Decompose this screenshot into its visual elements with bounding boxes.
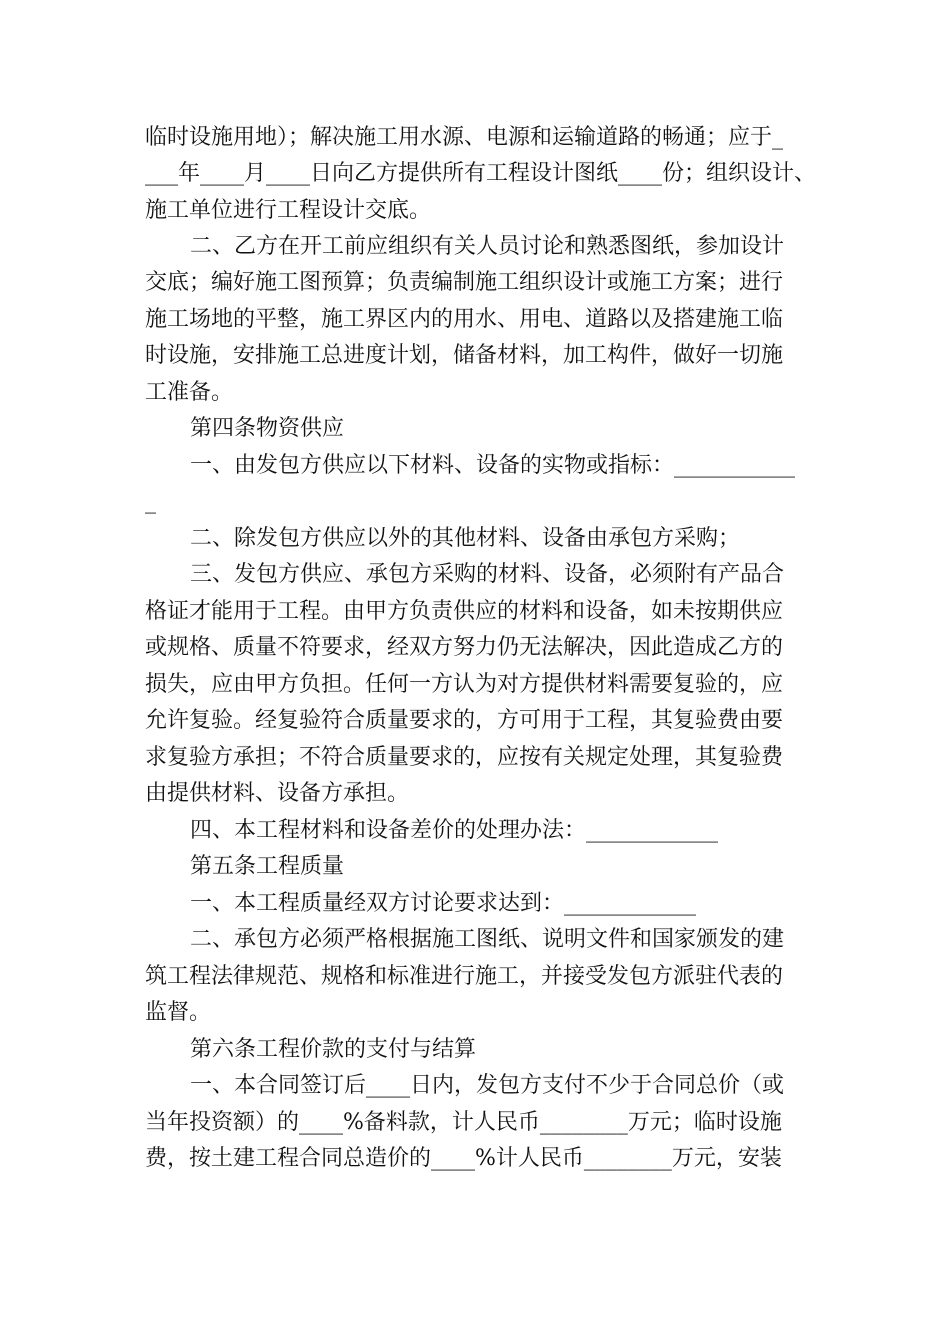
text-line: 由提供材料、设备方承担。	[145, 781, 410, 806]
text-line: 施工场地的平整，施工界区内的用水、用电、道路以及搭建施工临	[145, 307, 784, 332]
paragraph-start: 二、乙方在开工前应组织有关人员讨论和熟悉图纸，参加设计	[190, 234, 785, 259]
text-line: 临时设施用地）；解决施工用水源、电源和运输道路的畅通；应于_	[145, 125, 784, 150]
text-line: 监督。	[145, 1000, 212, 1025]
article-heading: 第四条物资供应	[190, 416, 345, 441]
paragraph-start: 二、承包方必须严格根据施工图纸、说明文件和国家颁发的建	[190, 927, 785, 952]
paragraph-start: 四、本工程材料和设备差价的处理办法：____________	[190, 818, 719, 843]
text-line: 施工单位进行工程设计交底。	[145, 198, 432, 223]
text-line: 工准备。	[145, 380, 234, 405]
text-line: 格证才能用于工程。由甲方负责供应的材料和设备，如未按期供应	[145, 599, 784, 624]
paragraph-start: 一、本合同签订后____日内，发包方支付不少于合同总价（或	[190, 1073, 785, 1098]
text-line: 求复验方承担；不符合质量要求的，应按有关规定处理，其复验费	[145, 745, 784, 770]
paragraph-start: 二、除发包方供应以外的其他材料、设备由承包方采购；	[190, 526, 741, 551]
paragraph-start: 一、本工程质量经双方讨论要求达到：____________	[190, 891, 697, 916]
text-line: 时设施，安排施工总进度计划，储备材料，加工构件，做好一切施	[145, 343, 784, 368]
text-line: 交底；编好施工图预算；负责编制施工组织设计或施工方案；进行	[145, 270, 784, 295]
text-line: 损失，应由甲方负担。任何一方认为对方提供材料需要复验的，应	[145, 672, 784, 697]
article-heading: 第五条工程质量	[190, 854, 345, 879]
text-line: ___年____月____日向乙方提供所有工程设计图纸____份；组织设计、	[145, 161, 817, 186]
paragraph-start: 三、发包方供应、承包方采购的材料、设备，必须附有产品合	[190, 562, 785, 587]
text-line: 筑工程法律规范、规格和标准进行施工，并接受发包方派驻代表的	[145, 964, 784, 989]
text-line: 当年投资额）的____%备料款，计人民币________万元；临时设施	[145, 1110, 782, 1135]
article-heading: 第六条工程价款的支付与结算	[190, 1037, 477, 1062]
paragraph-start: 一、由发包方供应以下材料、设备的实物或指标：___________	[190, 453, 796, 478]
text-line: 允许复验。经复验符合质量要求的，方可用于工程，其复验费由要	[145, 708, 784, 733]
text-line: 或规格、质量不符要求，经双方努力仍无法解决，因此造成乙方的	[145, 635, 784, 660]
text-line: 费，按土建工程合同总造价的____%计人民币________万元，安装	[145, 1146, 782, 1171]
text-line: _	[145, 489, 156, 514]
